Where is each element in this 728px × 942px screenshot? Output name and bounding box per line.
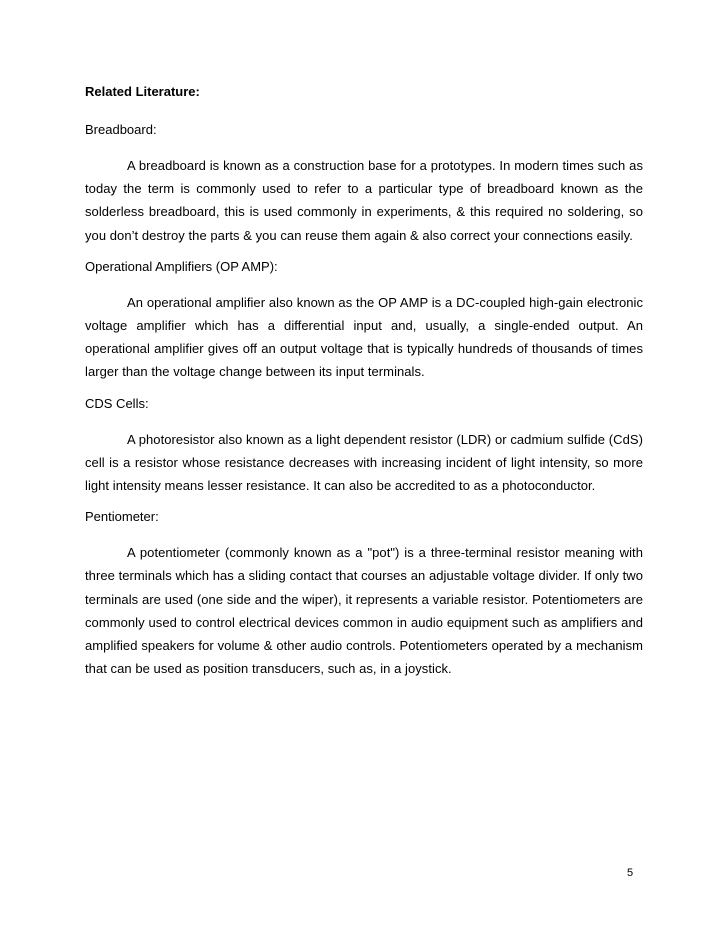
document-page (85, 82, 643, 690)
section-pentiometer (85, 507, 643, 680)
page-number: 5 (627, 867, 634, 879)
section-cds-cells (85, 394, 643, 498)
section-body-op-amp: An operational amplifier also known as the OP AMP is a DC-coupled high-gain electronic voltage amplifier which has a differential input and, usually, a single-ended output. An operational amplifier gives off an output voltage that is typically hundreds of thousands of times larger than the voltage change between its input terminals. (85, 294, 643, 380)
section-heading-breadboard: Breadboard: (85, 122, 157, 137)
section-body-breadboard: A breadboard is known as a construction base for a prototypes. In modern times such as today the term is commonly used to refer to a particular type of breadboard known as the solderless breadboard, this is used commonly in experiments, & this required no soldering, so you don’t destroy the parts & you can reuse them again & also correct your connections easily. (85, 158, 643, 243)
document-title: Related Literature: (85, 84, 200, 99)
section-heading-cds-cells: CDS Cells: (85, 395, 149, 411)
section-heading-op-amp: Operational Amplifiers (OP AMP): (85, 258, 278, 274)
section-body-cds-cells: A photoresistor also known as a light dependent resistor (LDR) or cadmium sulfide (CdS) cell is a resistor whose resistance decreases with increasing incident of light intensity, so more light intensity means lesser resistance. It can also be accredited to as a photoconductor. (85, 431, 643, 494)
section-heading-pentiometer: Pentiometer: (85, 509, 159, 525)
section-body-pentiometer: A potentiometer (commonly known as a "pot") is a three-terminal resistor meaning with three terminals which has a sliding contact that courses an adjustable voltage divider. If only two terminals are used (one side and the wiper), it represents a variable resistor. Potentiometers are commonly used to control electrical devices common in audio equipment such as amplifiers and amplified speakers for volume & other audio controls. Potentiometers operated by a mechanism that can be used as position transducers, such as, in a joystick. (85, 545, 643, 677)
section-breadboard (85, 120, 643, 247)
section-op-amp (85, 257, 643, 384)
